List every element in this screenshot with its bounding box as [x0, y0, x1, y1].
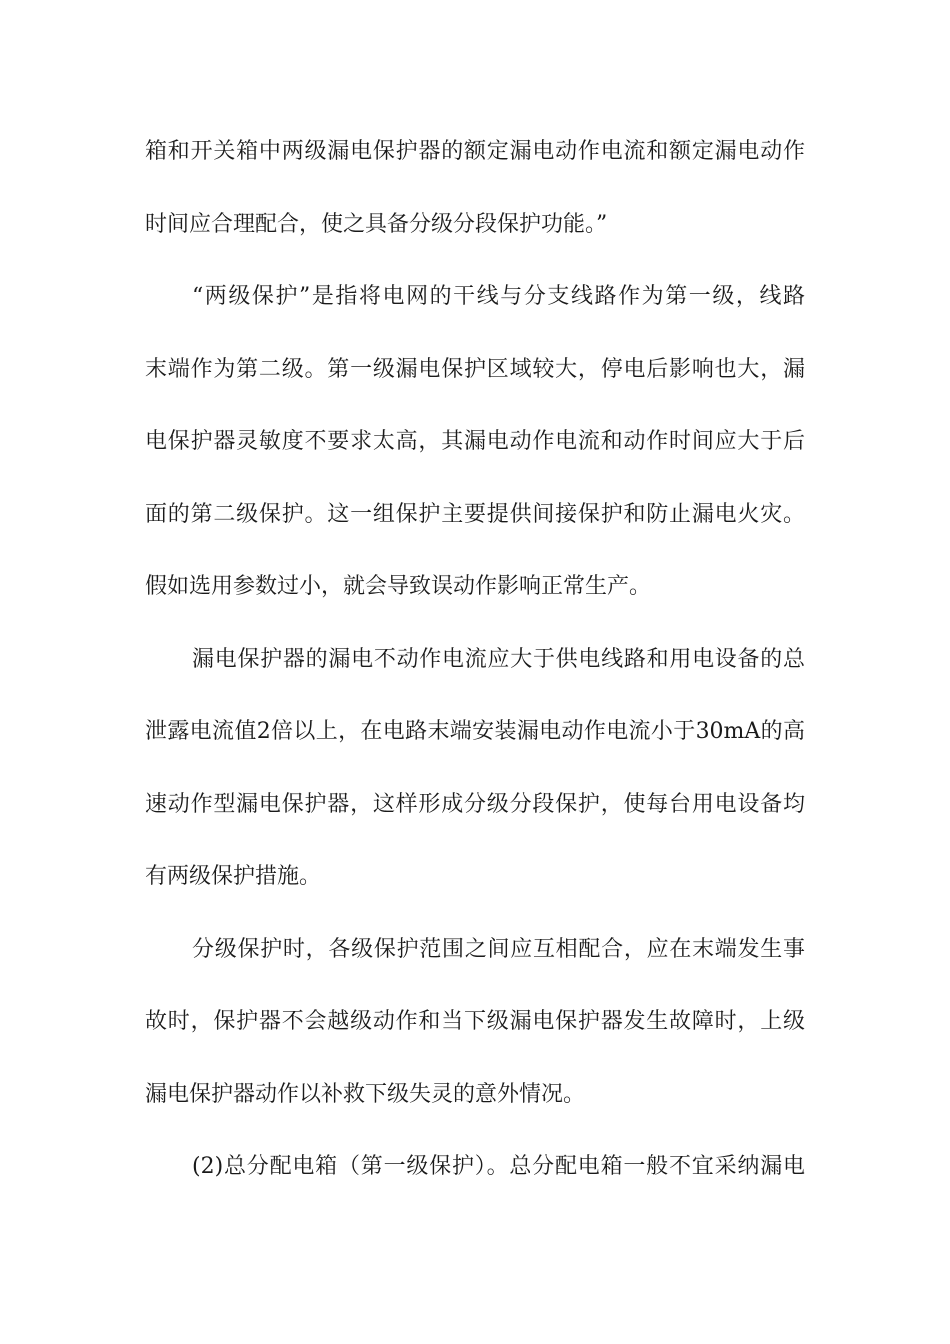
paragraph-line: “两级保护”是指将电网的干线与分支线路作为第一级，线路	[192, 284, 805, 309]
paragraph-line: 假如选用参数过小，就会导致误动作影响正常生产。	[145, 574, 652, 599]
paragraph-line: 电保护器灵敏度不要求太高，其漏电动作电流和动作时间应大于后	[145, 429, 805, 454]
paragraph-line: 时间应合理配合，使之具备分级分段保护功能。”	[145, 212, 608, 237]
paragraph-line: 速动作型漏电保护器，这样形成分级分段保护，使每台用电设备均	[145, 792, 805, 817]
paragraph-line: 漏电保护器动作以补救下级失灵的意外情况。	[145, 1082, 586, 1107]
paragraph-line: 故时，保护器不会越级动作和当下级漏电保护器发生故障时，上级	[145, 1009, 805, 1034]
paragraph-line: 面的第二级保护。这一组保护主要提供间接保护和防止漏电火灾。	[145, 502, 805, 527]
paragraph-line: 末端作为第二级。第一级漏电保护区域较大，停电后影响也大，漏	[145, 357, 805, 382]
paragraph-line: 泄露电流值2倍以上，在电路末端安装漏电动作电流小于30mA的高	[145, 719, 805, 744]
paragraph-line: 分级保护时，各级保护范围之间应互相配合，应在末端发生事	[192, 937, 805, 962]
paragraph-line: (2)总分配电箱（第一级保护）。总分配电箱一般不宜采纳漏电	[192, 1154, 805, 1179]
paragraph-line: 有两级保护措施。	[145, 864, 322, 889]
paragraph-line: 漏电保护器的漏电不动作电流应大于供电线路和用电设备的总	[192, 647, 805, 672]
paragraph-line: 箱和开关箱中两级漏电保护器的额定漏电动作电流和额定漏电动作	[145, 139, 805, 164]
